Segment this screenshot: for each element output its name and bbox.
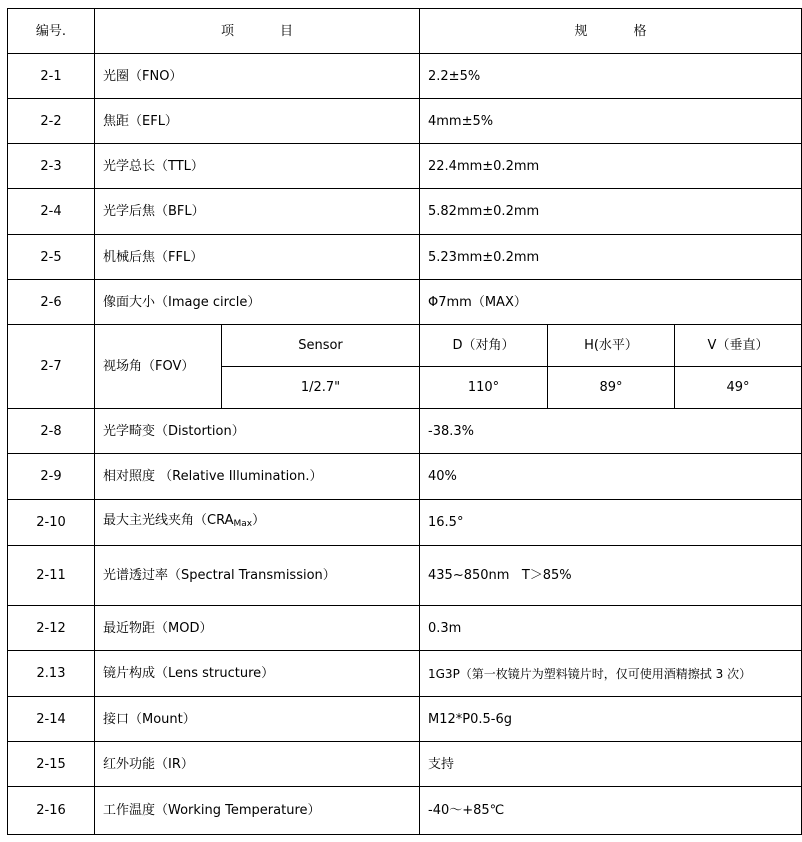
fov-header-sensor: Sensor [222, 325, 420, 367]
row-number: 2-8 [8, 409, 95, 454]
row-number: 2-16 [8, 787, 95, 835]
table-row [8, 697, 802, 742]
row-spec: 1G3P（第一枚镜片为塑料镜片时，仅可使用酒精擦拭 3 次） [420, 651, 802, 697]
table-row [8, 500, 802, 546]
row-item: 工作温度（Working Temperature） [95, 787, 420, 835]
row-number: 2-5 [8, 235, 95, 280]
row-item: 光谱透过率（Spectral Transmission） [95, 546, 420, 606]
row-item: 镜片构成（Lens structure） [95, 651, 420, 697]
header-number: 编号. [8, 9, 95, 54]
table-row [8, 409, 802, 454]
row-item: 光学总长（TTL） [95, 144, 420, 189]
row-spec: 2.2±5% [420, 54, 802, 99]
row-item: 光学畸变（Distortion） [95, 409, 420, 454]
row-number: 2-15 [8, 742, 95, 787]
fov-diagonal-value: 110° [420, 367, 548, 409]
row-number: 2-7 [8, 325, 95, 409]
table-row [8, 546, 802, 606]
table-row [8, 99, 802, 144]
lens-spec-table [7, 8, 802, 835]
row-spec: 支持 [420, 742, 802, 787]
row-number: 2-3 [8, 144, 95, 189]
row-item: 最近物距（MOD） [95, 606, 420, 651]
fov-sensor-value: 1/2.7" [222, 367, 420, 409]
row-item: 机械后焦（FFL） [95, 235, 420, 280]
row-item: 相对照度 （Relative Illumination.） [95, 454, 420, 500]
header-spec-char-1: 规 [574, 23, 588, 39]
fov-header-diagonal: D（对角） [420, 325, 548, 367]
table-row [8, 787, 802, 835]
table-row [8, 454, 802, 500]
header-spec [420, 9, 802, 54]
fov-horizontal-value: 89° [548, 367, 675, 409]
row-number: 2-9 [8, 454, 95, 500]
row-item: 像面大小（Image circle） [95, 280, 420, 325]
header-item-char-1: 项 [220, 23, 234, 39]
row-spec: 5.23mm±0.2mm [420, 235, 802, 280]
fov-header-horizontal: H(水平） [548, 325, 675, 367]
table-row [8, 651, 802, 697]
row-item: 接口（Mount） [95, 697, 420, 742]
cra-label: 最大主光线夹角（CRA [103, 513, 234, 528]
row-item: 红外功能（IR） [95, 742, 420, 787]
row-item: 视场角（FOV） [95, 325, 222, 409]
row-spec: -40～+85℃ [420, 787, 802, 835]
fov-header-vertical: V（垂直） [675, 325, 802, 367]
cra-label-end: ） [252, 513, 266, 528]
row-number: 2-6 [8, 280, 95, 325]
row-number: 2-4 [8, 189, 95, 235]
row-item: 光圈（FNO） [95, 54, 420, 99]
row-number: 2-11 [8, 546, 95, 606]
table-header-row [8, 9, 802, 54]
row-item: 光学后焦（BFL） [95, 189, 420, 235]
table-row [8, 742, 802, 787]
table-row [8, 280, 802, 325]
cra-subscript: Max [233, 519, 253, 529]
row-spec: -38.3% [420, 409, 802, 454]
row-spec: Φ7mm（MAX） [420, 280, 802, 325]
fov-header-row [8, 325, 802, 367]
row-spec: 16.5° [420, 500, 802, 546]
table-row [8, 144, 802, 189]
row-number: 2.13 [8, 651, 95, 697]
row-number: 2-1 [8, 54, 95, 99]
row-item: 焦距（EFL） [95, 99, 420, 144]
header-item-char-2: 目 [280, 23, 294, 39]
table-row [8, 54, 802, 99]
row-spec: 4mm±5% [420, 99, 802, 144]
table-row [8, 606, 802, 651]
row-number: 2-12 [8, 606, 95, 651]
header-item [95, 9, 420, 54]
table-row [8, 235, 802, 280]
row-item [95, 500, 420, 546]
fov-vertical-value: 49° [675, 367, 802, 409]
row-number: 2-10 [8, 500, 95, 546]
row-spec: 40% [420, 454, 802, 500]
header-spec-char-2: 格 [633, 23, 647, 39]
row-number: 2-14 [8, 697, 95, 742]
table-row [8, 189, 802, 235]
row-spec: 0.3m [420, 606, 802, 651]
row-number: 2-2 [8, 99, 95, 144]
row-spec: 5.82mm±0.2mm [420, 189, 802, 235]
row-spec: 435~850nm T＞85% [420, 546, 802, 606]
row-spec: M12*P0.5-6g [420, 697, 802, 742]
row-spec: 22.4mm±0.2mm [420, 144, 802, 189]
